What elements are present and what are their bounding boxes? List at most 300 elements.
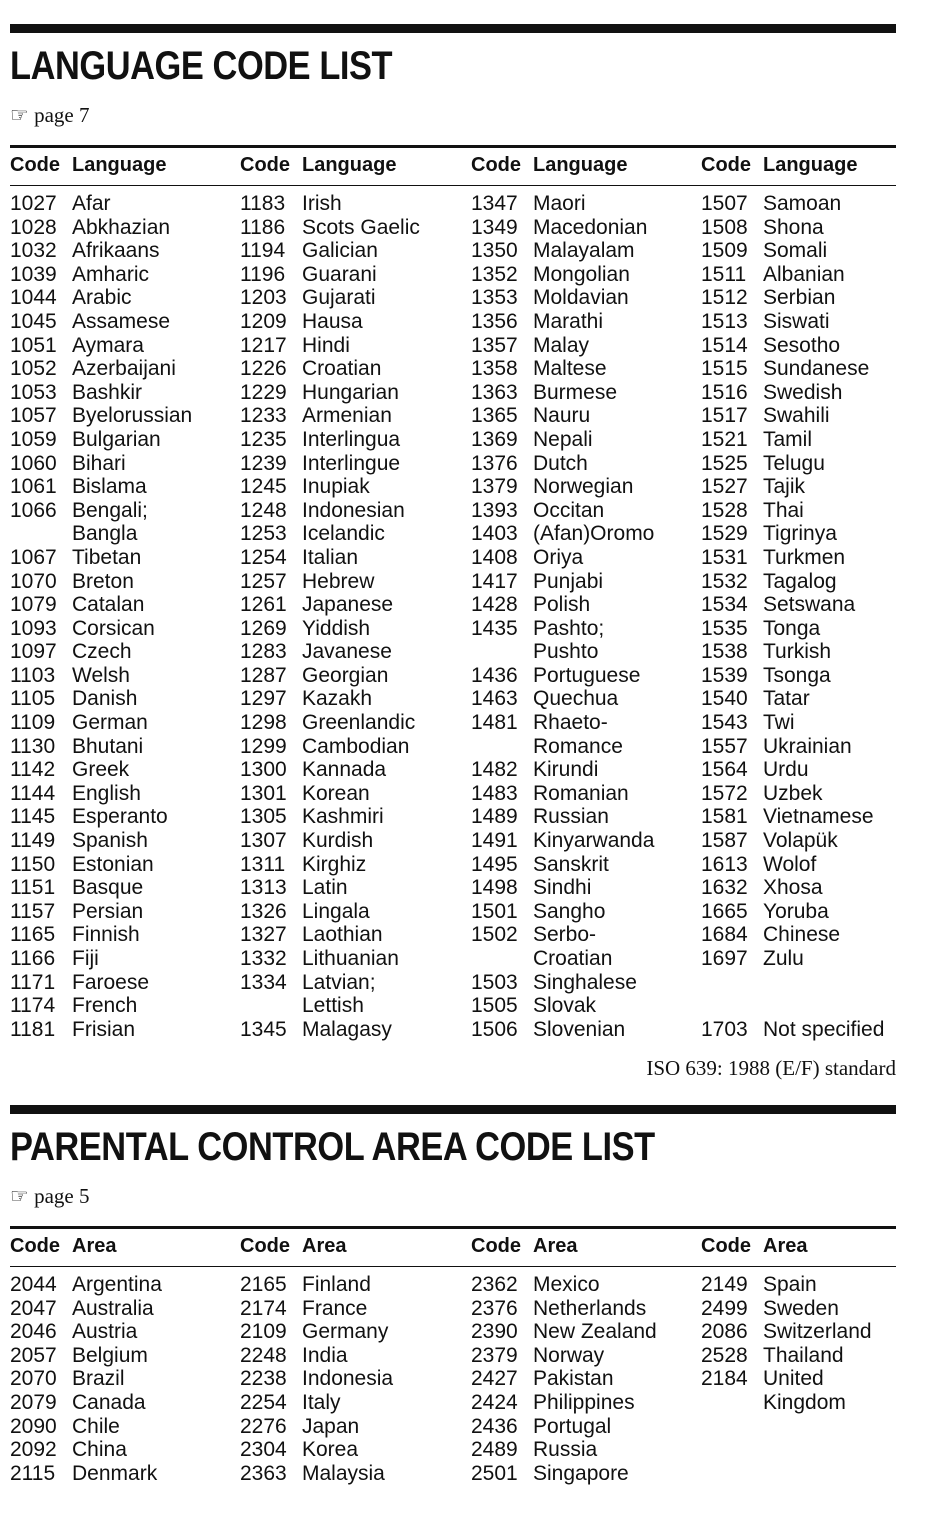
language-code: 1539 bbox=[701, 663, 748, 687]
language-code: 1093 bbox=[10, 616, 57, 640]
language-code: 1269 bbox=[240, 616, 287, 640]
language-code: 1300 bbox=[240, 758, 287, 782]
language-name: Korean bbox=[302, 781, 370, 805]
language-name: Hindi bbox=[302, 333, 350, 357]
language-header-2 bbox=[240, 154, 397, 177]
list-item bbox=[240, 1391, 465, 1415]
language-code: 1502 bbox=[471, 923, 518, 947]
list-item bbox=[10, 1367, 235, 1391]
language-code: 1157 bbox=[10, 899, 56, 923]
language-name: Norwegian bbox=[533, 475, 634, 499]
list-item bbox=[240, 1438, 465, 1462]
list-item bbox=[240, 829, 465, 853]
language-name: Bhutani bbox=[72, 734, 144, 758]
parental-header-rule bbox=[10, 1226, 896, 1229]
list-item bbox=[10, 1462, 235, 1486]
language-name: Aymara bbox=[72, 333, 144, 357]
area-code: 2174 bbox=[240, 1296, 287, 1320]
list-item bbox=[471, 1018, 696, 1042]
area-code: 2184 bbox=[701, 1367, 748, 1391]
language-code: 1217 bbox=[240, 333, 287, 357]
language-code: 1186 bbox=[240, 215, 286, 239]
area-code: 2501 bbox=[471, 1461, 518, 1485]
language-code: 1061 bbox=[10, 475, 57, 499]
language-name: Esperanto bbox=[72, 805, 168, 829]
header-language: Language bbox=[763, 154, 858, 176]
list-item bbox=[240, 758, 465, 782]
language-code: 1632 bbox=[701, 876, 748, 900]
area-code: 2254 bbox=[240, 1390, 287, 1414]
area-name: Japan bbox=[302, 1414, 360, 1438]
list-item bbox=[240, 216, 465, 240]
language-code: 1503 bbox=[471, 970, 518, 994]
area-column-1 bbox=[10, 1273, 235, 1485]
language-name: Sundanese bbox=[763, 357, 870, 381]
list-item bbox=[701, 947, 926, 971]
list-item bbox=[701, 1367, 926, 1414]
list-item bbox=[240, 357, 465, 381]
language-code: 1483 bbox=[471, 781, 518, 805]
area-name: Austria bbox=[72, 1320, 138, 1344]
language-name: Zulu bbox=[763, 947, 804, 970]
language-code: 1144 bbox=[10, 781, 56, 805]
area-name: Chile bbox=[72, 1414, 120, 1438]
list-item bbox=[471, 381, 696, 405]
language-name: Tamil bbox=[763, 427, 813, 451]
language-name: Rhaeto- bbox=[533, 711, 608, 735]
list-item bbox=[471, 805, 696, 829]
list-item bbox=[701, 357, 926, 381]
language-code: 1572 bbox=[701, 781, 748, 805]
list-item bbox=[10, 805, 235, 829]
language-code: 1513 bbox=[701, 309, 748, 333]
language-name: Chinese bbox=[763, 923, 841, 947]
language-name: Bulgarian bbox=[72, 427, 161, 451]
language-name: Inupiak bbox=[302, 475, 370, 499]
language-code: 1540 bbox=[701, 687, 748, 711]
language-code: 1357 bbox=[471, 333, 518, 357]
language-name: Tsonga bbox=[763, 663, 831, 687]
list-item bbox=[10, 310, 235, 334]
language-code: 1532 bbox=[701, 569, 748, 593]
area-name-continued: Kingdom bbox=[763, 1390, 846, 1414]
language-code: 1142 bbox=[10, 758, 56, 782]
language-code: 1525 bbox=[701, 451, 748, 475]
language-code: 1393 bbox=[471, 498, 518, 522]
language-code: 1349 bbox=[471, 215, 518, 239]
area-code: 2276 bbox=[240, 1414, 287, 1438]
list-item bbox=[240, 428, 465, 452]
language-code: 1253 bbox=[240, 522, 287, 546]
list-item bbox=[10, 664, 235, 688]
language-code: 1079 bbox=[10, 593, 57, 617]
language-code: 1356 bbox=[471, 309, 518, 333]
language-code: 1365 bbox=[471, 404, 518, 428]
language-code: 1703 bbox=[701, 1018, 748, 1041]
language-code: 1203 bbox=[240, 286, 287, 310]
header-code: Code bbox=[10, 1235, 60, 1257]
language-name: Japanese bbox=[302, 593, 394, 617]
language-code: 1491 bbox=[471, 829, 518, 853]
list-item bbox=[701, 475, 926, 499]
language-code: 1183 bbox=[240, 192, 286, 215]
language-name: Afar bbox=[72, 192, 111, 215]
language-code: 1103 bbox=[10, 663, 56, 687]
list-item bbox=[471, 263, 696, 287]
list-item bbox=[10, 1344, 235, 1368]
area-name: Finland bbox=[302, 1273, 371, 1296]
list-item bbox=[240, 687, 465, 711]
list-item bbox=[240, 1462, 465, 1486]
language-name: Sesotho bbox=[763, 333, 841, 357]
language-code: 1307 bbox=[240, 829, 287, 853]
area-code: 2238 bbox=[240, 1367, 287, 1391]
language-code: 1515 bbox=[701, 357, 748, 381]
list-item bbox=[701, 334, 926, 358]
language-name: Tagalog bbox=[763, 569, 837, 593]
list-item bbox=[240, 947, 465, 971]
language-name-continued: Pushto bbox=[533, 640, 599, 664]
language-code: 1196 bbox=[240, 262, 286, 286]
language-name: Cambodian bbox=[302, 734, 410, 758]
list-item bbox=[471, 404, 696, 428]
language-name: Basque bbox=[72, 876, 144, 900]
language-name: Tigrinya bbox=[763, 522, 837, 546]
area-name: Sweden bbox=[763, 1296, 839, 1320]
language-name: Quechua bbox=[533, 687, 619, 711]
list-item bbox=[701, 853, 926, 877]
area-name: Canada bbox=[72, 1390, 146, 1414]
language-code: 1517 bbox=[701, 404, 748, 428]
language-name: Swedish bbox=[763, 380, 843, 404]
list-item bbox=[701, 522, 926, 546]
list-item bbox=[10, 1415, 235, 1439]
list-item bbox=[471, 357, 696, 381]
header-area: Area bbox=[302, 1235, 347, 1257]
language-name: Persian bbox=[72, 899, 144, 923]
language-code: 1507 bbox=[701, 192, 748, 215]
language-code: 1305 bbox=[240, 805, 287, 829]
area-name: Thailand bbox=[763, 1343, 844, 1367]
language-name: Serbian bbox=[763, 286, 836, 310]
language-code: 1245 bbox=[240, 475, 287, 499]
area-name: Portugal bbox=[533, 1414, 612, 1438]
area-code: 2115 bbox=[10, 1461, 56, 1485]
language-name: Javanese bbox=[302, 640, 392, 664]
language-code: 1027 bbox=[10, 192, 57, 215]
language-name: Breton bbox=[72, 569, 134, 593]
area-name: United bbox=[763, 1367, 824, 1391]
area-name: New Zealand bbox=[533, 1320, 657, 1344]
area-name: Brazil bbox=[72, 1367, 125, 1391]
list-item bbox=[471, 971, 696, 995]
language-name: Occitan bbox=[533, 498, 605, 522]
language-code: 1233 bbox=[240, 404, 287, 428]
area-name: Philippines bbox=[533, 1390, 635, 1414]
list-item bbox=[471, 546, 696, 570]
list-item bbox=[471, 1391, 696, 1415]
language-code: 1495 bbox=[471, 852, 518, 876]
language-name: Danish bbox=[72, 687, 138, 711]
language-code: 1070 bbox=[10, 569, 57, 593]
list-item bbox=[240, 900, 465, 924]
language-name: Kazakh bbox=[302, 687, 373, 711]
language-column-2 bbox=[240, 192, 465, 1041]
language-name: Burmese bbox=[533, 380, 618, 404]
list-item bbox=[10, 640, 235, 664]
header-area: Area bbox=[763, 1235, 808, 1257]
language-name: Bihari bbox=[72, 451, 126, 475]
list-item bbox=[471, 1462, 696, 1486]
language-name: Malayalam bbox=[533, 239, 635, 263]
language-name: Singhalese bbox=[533, 970, 637, 994]
language-header-1 bbox=[10, 154, 167, 177]
language-code: 1151 bbox=[10, 876, 56, 900]
language-name: Serbo- bbox=[533, 923, 597, 947]
language-name: Fiji bbox=[72, 947, 99, 970]
language-name: Kirghiz bbox=[302, 852, 367, 876]
list-item bbox=[10, 499, 235, 546]
language-name: Kannada bbox=[302, 758, 387, 782]
list-item bbox=[701, 640, 926, 664]
language-name: Bashkir bbox=[72, 380, 143, 404]
list-item bbox=[240, 664, 465, 688]
language-name: Irish bbox=[302, 192, 342, 215]
language-code: 1326 bbox=[240, 899, 287, 923]
list-item bbox=[240, 1415, 465, 1439]
language-code: 1564 bbox=[701, 758, 748, 782]
area-code: 2379 bbox=[471, 1343, 518, 1367]
language-name: Mongolian bbox=[533, 262, 630, 286]
list-item bbox=[240, 617, 465, 641]
language-name: Moldavian bbox=[533, 286, 629, 310]
list-item bbox=[10, 1391, 235, 1415]
list-item bbox=[10, 1438, 235, 1462]
list-item bbox=[240, 1273, 465, 1297]
language-code: 1538 bbox=[701, 640, 748, 664]
language-name: Italian bbox=[302, 545, 359, 569]
list-item bbox=[471, 1415, 696, 1439]
language-name: Nauru bbox=[533, 404, 591, 428]
list-item bbox=[701, 617, 926, 641]
language-code: 1482 bbox=[471, 758, 518, 782]
language-name: Somali bbox=[763, 239, 828, 263]
list-item bbox=[10, 593, 235, 617]
language-code: 1665 bbox=[701, 899, 748, 923]
header-language: Language bbox=[302, 154, 397, 176]
list-item bbox=[240, 1018, 465, 1042]
list-item bbox=[471, 570, 696, 594]
area-name: Malaysia bbox=[302, 1461, 385, 1485]
language-code: 1527 bbox=[701, 475, 748, 499]
language-name: Setswana bbox=[763, 593, 856, 617]
language-name: Azerbaijani bbox=[72, 357, 176, 381]
header-language: Language bbox=[72, 154, 167, 176]
language-code: 1353 bbox=[471, 286, 518, 310]
language-code: 1150 bbox=[10, 852, 56, 876]
list-item bbox=[701, 900, 926, 924]
language-code: 1587 bbox=[701, 829, 748, 853]
list-item bbox=[10, 947, 235, 971]
list-item bbox=[701, 216, 926, 240]
area-header-1 bbox=[10, 1235, 117, 1258]
language-name: Twi bbox=[763, 711, 795, 735]
language-code: 1097 bbox=[10, 640, 57, 664]
list-item bbox=[701, 192, 926, 216]
language-footer-entry bbox=[701, 1018, 926, 1042]
language-code: 1239 bbox=[240, 451, 287, 475]
language-name: Nepali bbox=[533, 427, 593, 451]
list-item bbox=[471, 239, 696, 263]
list-item bbox=[701, 428, 926, 452]
area-name: China bbox=[72, 1438, 127, 1462]
language-name: Byelorussian bbox=[72, 404, 193, 428]
language-code: 1684 bbox=[701, 923, 748, 947]
area-name: Norway bbox=[533, 1343, 605, 1367]
area-column-3 bbox=[471, 1273, 696, 1485]
language-name: English bbox=[72, 781, 141, 805]
list-item bbox=[10, 829, 235, 853]
area-name: Italy bbox=[302, 1390, 341, 1414]
language-code: 1403 bbox=[471, 522, 518, 546]
list-item bbox=[471, 994, 696, 1018]
language-name: Arabic bbox=[72, 286, 132, 310]
area-code: 2046 bbox=[10, 1320, 57, 1344]
language-name: Laothian bbox=[302, 923, 383, 947]
language-name: Shona bbox=[763, 215, 824, 239]
list-item bbox=[701, 1320, 926, 1344]
language-name: Scots Gaelic bbox=[302, 215, 420, 239]
language-code: 1297 bbox=[240, 687, 287, 711]
list-item bbox=[10, 570, 235, 594]
language-code: 1235 bbox=[240, 427, 287, 451]
list-item bbox=[10, 923, 235, 947]
language-column-1 bbox=[10, 192, 235, 1041]
list-item bbox=[471, 499, 696, 523]
language-column-3 bbox=[471, 192, 696, 1041]
list-item bbox=[701, 711, 926, 735]
language-name: Afrikaans bbox=[72, 239, 160, 263]
header-code: Code bbox=[471, 154, 521, 176]
list-item bbox=[10, 475, 235, 499]
list-item bbox=[701, 687, 926, 711]
language-code: 1052 bbox=[10, 357, 57, 381]
list-item bbox=[240, 263, 465, 287]
language-name: Tibetan bbox=[72, 545, 142, 569]
list-item bbox=[701, 923, 926, 947]
language-code: 1535 bbox=[701, 616, 748, 640]
list-item bbox=[471, 782, 696, 806]
language-code: 1501 bbox=[471, 899, 518, 923]
language-code: 1514 bbox=[701, 333, 748, 357]
list-item bbox=[471, 923, 696, 970]
list-item bbox=[701, 263, 926, 287]
area-code: 2362 bbox=[471, 1273, 518, 1296]
list-item bbox=[10, 239, 235, 263]
language-code: 1166 bbox=[10, 947, 56, 970]
language-name: Lingala bbox=[302, 899, 370, 923]
area-code: 2086 bbox=[701, 1320, 748, 1344]
language-name: Volapük bbox=[763, 829, 838, 853]
area-name: Argentina bbox=[72, 1273, 162, 1296]
list-item bbox=[701, 310, 926, 334]
language-name: Slovenian bbox=[533, 1017, 626, 1041]
list-item bbox=[471, 900, 696, 924]
language-name: Maltese bbox=[533, 357, 607, 381]
list-item bbox=[10, 994, 235, 1018]
list-item bbox=[240, 640, 465, 664]
area-code: 2165 bbox=[240, 1273, 287, 1296]
language-name: French bbox=[72, 994, 138, 1018]
area-name: Mexico bbox=[533, 1273, 600, 1296]
language-name: Polish bbox=[533, 593, 591, 617]
language-name-continued: Romance bbox=[533, 734, 623, 758]
language-name: Corsican bbox=[72, 616, 155, 640]
list-item bbox=[10, 216, 235, 240]
language-name: German bbox=[72, 711, 148, 735]
list-item bbox=[240, 1367, 465, 1391]
list-item bbox=[471, 216, 696, 240]
area-code: 2427 bbox=[471, 1367, 518, 1391]
language-name: Turkish bbox=[763, 640, 832, 664]
language-code: 1254 bbox=[240, 545, 287, 569]
language-code: 1181 bbox=[10, 1017, 56, 1041]
language-code: 1505 bbox=[471, 994, 518, 1018]
area-name: Spain bbox=[763, 1273, 817, 1296]
list-item bbox=[701, 286, 926, 310]
area-name: Denmark bbox=[72, 1461, 158, 1485]
language-code: 1435 bbox=[471, 616, 518, 640]
list-item bbox=[701, 758, 926, 782]
language-code: 1057 bbox=[10, 404, 57, 428]
list-item bbox=[240, 923, 465, 947]
language-name: Romanian bbox=[533, 781, 629, 805]
language-name: Vietnamese bbox=[763, 805, 874, 829]
language-code: 1350 bbox=[471, 239, 518, 263]
language-header-4 bbox=[701, 154, 858, 177]
list-item bbox=[240, 475, 465, 499]
language-name: Telugu bbox=[763, 451, 825, 475]
language-code: 1283 bbox=[240, 640, 287, 664]
language-code: 1352 bbox=[471, 262, 518, 286]
language-name: Greenlandic bbox=[302, 711, 416, 735]
list-item bbox=[471, 192, 696, 216]
list-item bbox=[701, 381, 926, 405]
language-code: 1261 bbox=[240, 593, 287, 617]
area-code: 2109 bbox=[240, 1320, 287, 1344]
language-name: Georgian bbox=[302, 663, 389, 687]
list-item bbox=[471, 1438, 696, 1462]
language-name: Estonian bbox=[72, 852, 154, 876]
list-item bbox=[471, 475, 696, 499]
list-item bbox=[240, 286, 465, 310]
language-code: 1436 bbox=[471, 663, 518, 687]
language-header-row bbox=[10, 154, 896, 184]
language-code: 1408 bbox=[471, 545, 518, 569]
list-item bbox=[240, 1297, 465, 1321]
list-item bbox=[471, 1344, 696, 1368]
list-item bbox=[240, 239, 465, 263]
list-item bbox=[10, 853, 235, 877]
list-item bbox=[471, 452, 696, 476]
language-name-continued: Croatian bbox=[533, 947, 613, 970]
language-code: 1039 bbox=[10, 262, 57, 286]
language-code: 1145 bbox=[10, 805, 56, 829]
language-name: Albanian bbox=[763, 262, 845, 286]
language-code: 1311 bbox=[240, 852, 286, 876]
list-item bbox=[240, 1344, 465, 1368]
list-item bbox=[701, 570, 926, 594]
